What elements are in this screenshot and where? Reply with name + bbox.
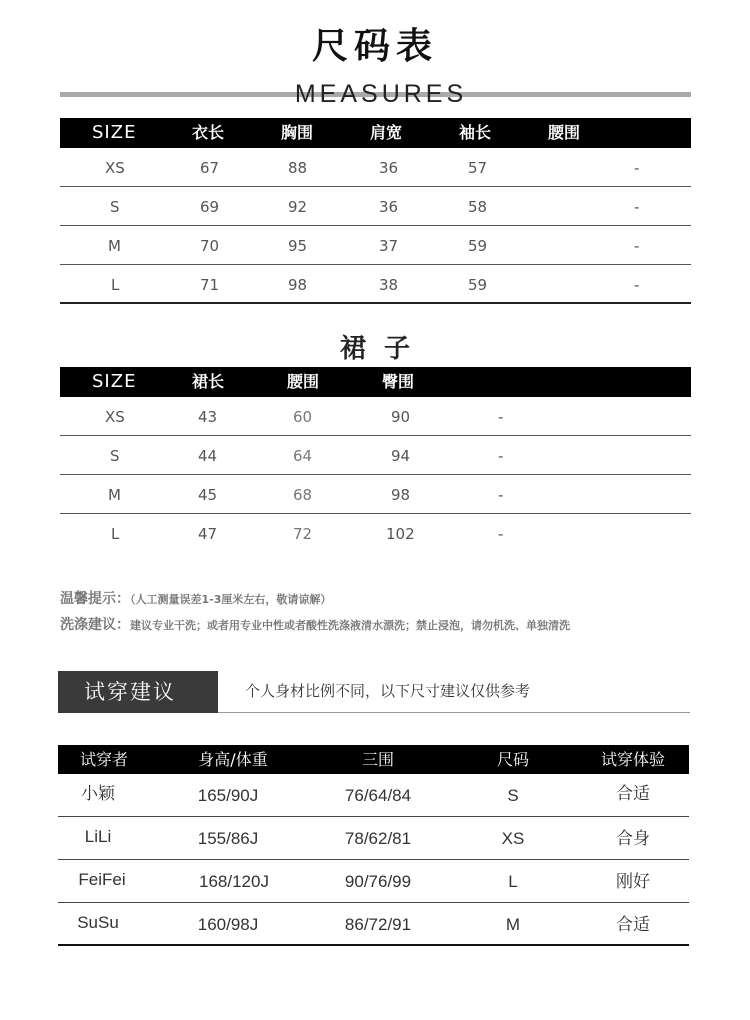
measurements-cell: 76/64/84 [344, 786, 412, 805]
bust-cell: 88 [288, 159, 308, 177]
header-sleeve: 袖长 [459, 123, 492, 142]
size-cell: XS [105, 159, 125, 177]
extra-cell: - [498, 408, 504, 426]
waist-cell: - [634, 198, 640, 216]
height-weight-cell: 168/120J [199, 872, 269, 891]
size-cell: M [108, 486, 121, 504]
fit-cell: 合身 [616, 829, 650, 848]
hip-cell: 94 [391, 447, 411, 465]
shoulder-cell: 36 [379, 198, 399, 216]
shoulder-cell: 36 [379, 159, 399, 177]
header-fit: 试穿体验 [600, 750, 665, 769]
wash-tip [60, 614, 700, 634]
table-row [60, 187, 691, 226]
size-cell: S [110, 198, 120, 216]
tester-cell: LiLi [84, 827, 112, 846]
header-bust: 胸围 [281, 123, 314, 142]
waist-cell: 64 [293, 447, 313, 465]
size-cell: L [111, 276, 120, 294]
header-skirt-length: 裙长 [192, 372, 225, 391]
header-size: SIZE [92, 122, 137, 143]
table-row [60, 397, 691, 436]
fit-cell: 合适 [616, 915, 650, 934]
waist-cell: - [634, 276, 640, 294]
length-cell: 71 [200, 276, 220, 294]
try-on-note: 个人身材比例不同，以下尺寸建议仅供参考 [245, 682, 531, 700]
top-size-table-header [60, 118, 691, 148]
header-waist: 腰围 [548, 123, 581, 142]
extra-cell: - [498, 447, 504, 465]
header-length: 衣长 [192, 123, 225, 142]
sleeve-cell: 58 [468, 198, 488, 216]
header-size: 尺码 [496, 750, 529, 769]
table-row [60, 148, 691, 187]
measurements-cell: 86/72/91 [344, 915, 412, 934]
measurements-cell: 90/76/99 [344, 872, 412, 891]
bust-cell: 95 [288, 237, 308, 255]
skirt-length-cell: 43 [198, 408, 218, 426]
fit-cell: 合适 [616, 784, 650, 803]
table-row [60, 436, 691, 475]
table-row [58, 903, 689, 946]
warm-tip [60, 588, 700, 608]
measurements-cell: 78/62/81 [344, 829, 412, 848]
bust-cell: 98 [288, 276, 308, 294]
tester-cell: SuSu [77, 913, 119, 932]
size-cell: M [505, 915, 521, 934]
try-on-banner: 试穿建议 [58, 671, 218, 713]
bust-cell: 92 [288, 198, 308, 216]
skirt-length-cell: 47 [198, 525, 218, 543]
table-row [60, 514, 691, 553]
height-weight-cell: 155/86J [197, 829, 259, 848]
hip-cell: 102 [386, 525, 415, 543]
wash-tip-label: 洗涤建议： [60, 617, 130, 633]
size-cell: XS [501, 829, 525, 848]
try-on-table-header [58, 745, 689, 774]
tester-cell: 小颖 [81, 784, 115, 803]
header-measurements: 三围 [361, 750, 394, 769]
shoulder-cell: 37 [379, 237, 399, 255]
wash-tip-text: 建议专业干洗；或者用专业中性或者酸性洗涤液清水漂洗；禁止浸泡，请勿机洗、单独清洗 [130, 619, 570, 632]
length-cell: 70 [200, 237, 220, 255]
try-on-divider [218, 712, 690, 713]
height-weight-cell: 160/98J [197, 915, 259, 934]
length-cell: 69 [200, 198, 220, 216]
page-subtitle: MEASURES [294, 80, 468, 108]
page-title: 尺码表 [311, 25, 438, 67]
tester-cell: FeiFei [78, 870, 126, 889]
extra-cell: - [498, 486, 504, 504]
size-cell: L [508, 872, 518, 891]
skirt-size-table-header [60, 367, 691, 397]
table-row [58, 817, 689, 860]
header-size: SIZE [92, 371, 137, 392]
table-row [58, 860, 689, 903]
size-cell: L [111, 525, 120, 543]
warm-tip-label: 温馨提示： [60, 591, 130, 607]
warm-tip-text: （人工测量误差1-3厘米左右，敬请谅解） [130, 593, 332, 606]
skirt-size-table [60, 367, 691, 553]
size-cell: M [108, 237, 121, 255]
sleeve-cell: 57 [468, 159, 488, 177]
table-row [60, 226, 691, 265]
skirt-section-title: 裙子 [339, 334, 428, 364]
waist-cell: - [634, 237, 640, 255]
sleeve-cell: 59 [468, 276, 488, 294]
hip-cell: 98 [391, 486, 411, 504]
size-cell: S [110, 447, 120, 465]
header-height-weight: 身高/体重 [198, 750, 268, 769]
header-hip: 臀围 [382, 372, 415, 391]
skirt-length-cell: 44 [198, 447, 218, 465]
header-waist: 腰围 [287, 372, 320, 391]
shoulder-cell: 38 [379, 276, 399, 294]
top-size-table [60, 118, 691, 304]
table-row [60, 265, 691, 304]
sleeve-cell: 59 [468, 237, 488, 255]
waist-cell: 72 [293, 525, 313, 543]
extra-cell: - [498, 525, 504, 543]
table-row [58, 774, 689, 817]
size-cell: XS [105, 408, 125, 426]
skirt-length-cell: 45 [198, 486, 218, 504]
length-cell: 67 [200, 159, 220, 177]
header-shoulder: 肩宽 [370, 123, 403, 142]
table-row [60, 475, 691, 514]
header-tester: 试穿者 [79, 750, 128, 769]
waist-cell: - [634, 159, 640, 177]
size-cell: S [507, 786, 519, 805]
height-weight-cell: 165/90J [197, 786, 259, 805]
hip-cell: 90 [391, 408, 411, 426]
try-on-table [58, 745, 689, 946]
waist-cell: 60 [293, 408, 313, 426]
fit-cell: 刚好 [616, 872, 650, 891]
waist-cell: 68 [293, 486, 313, 504]
